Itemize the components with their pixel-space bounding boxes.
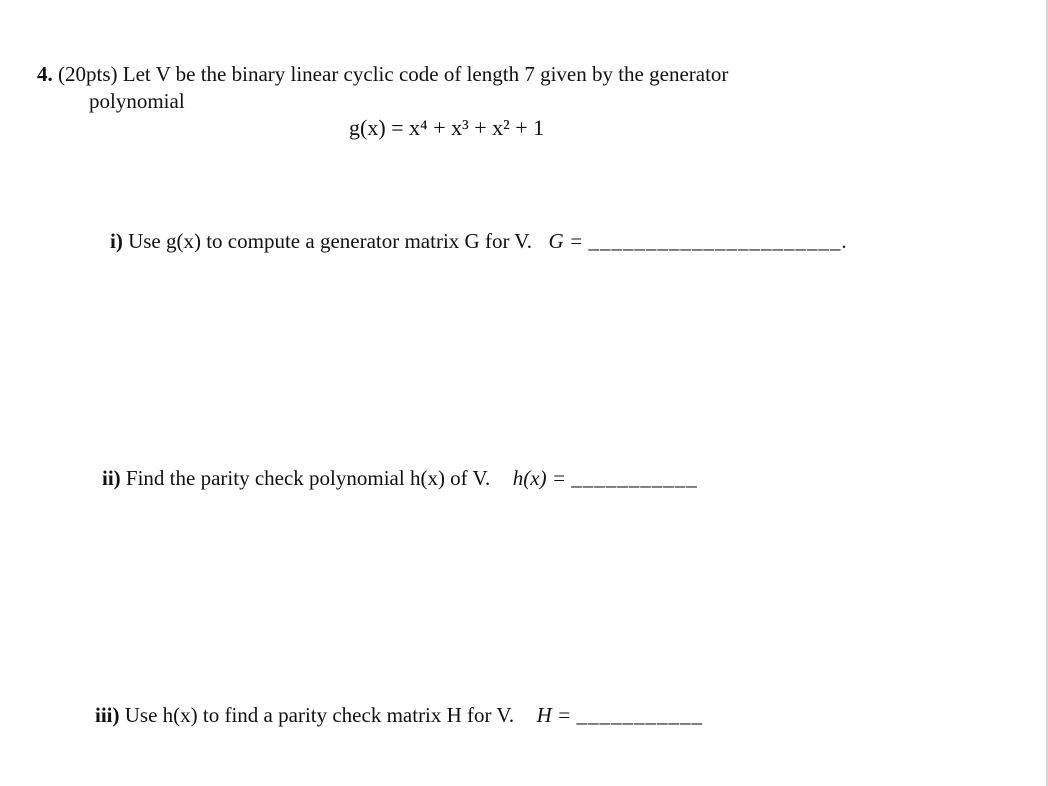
answer-prefix: G = bbox=[548, 229, 584, 253]
part-label: ii) bbox=[102, 466, 121, 490]
part-ii bbox=[102, 465, 698, 491]
answer-blank[interactable]: ___________ bbox=[571, 466, 698, 490]
answer-prefix: h(x) = bbox=[512, 466, 566, 490]
part-iii bbox=[95, 702, 703, 728]
part-prompt: Find the parity check polynomial h(x) of V. bbox=[125, 466, 491, 490]
problem-number: 4. bbox=[37, 62, 53, 86]
answer-blank[interactable]: ______________________. bbox=[588, 229, 848, 253]
part-label: iii) bbox=[95, 703, 120, 727]
problem-intro-line-1 bbox=[37, 61, 728, 87]
generator-polynomial-equation: g(x) = x⁴ + x³ + x² + 1 bbox=[349, 115, 545, 140]
answer-prefix: H = bbox=[536, 703, 572, 727]
part-label: i) bbox=[110, 229, 123, 253]
answer-blank[interactable]: ___________ bbox=[576, 703, 703, 727]
part-prompt: Use g(x) to compute a generator matrix G for V. bbox=[128, 229, 533, 253]
problem-intro-text: (20pts) Let V be the binary linear cyclic code of length 7 given by the generator bbox=[58, 62, 729, 86]
part-prompt: Use h(x) to find a parity check matrix H for V. bbox=[124, 703, 515, 727]
problem-intro-line-2: polynomial bbox=[89, 89, 185, 113]
part-i bbox=[110, 228, 848, 254]
